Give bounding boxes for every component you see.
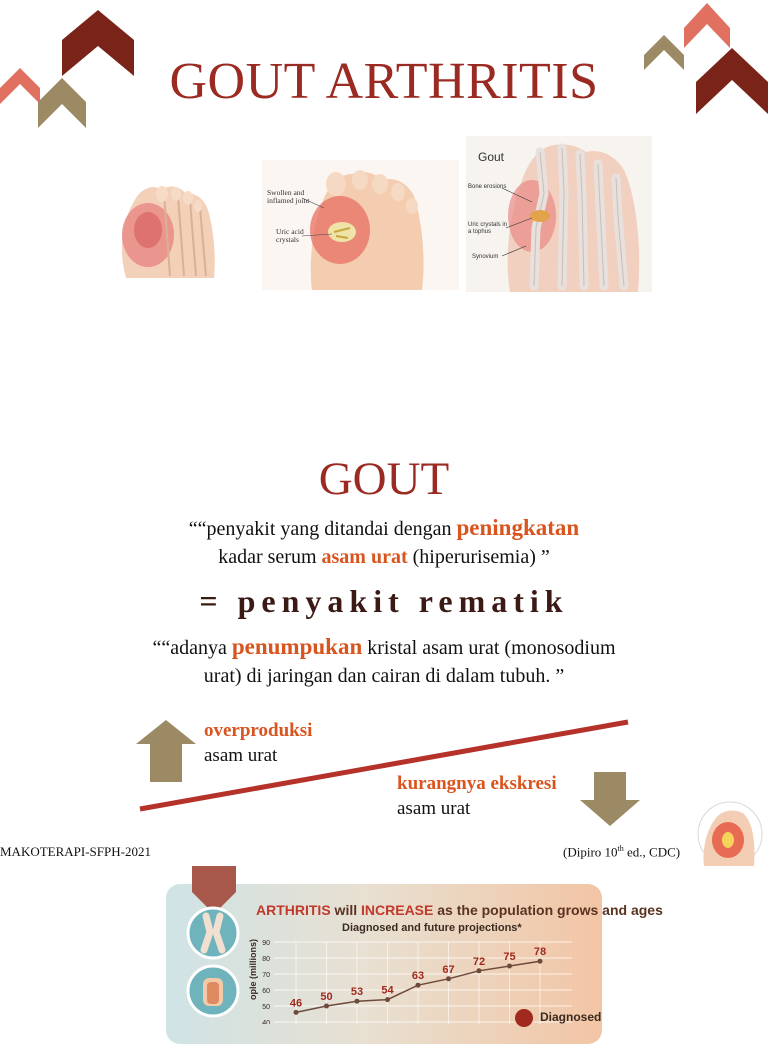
ekskresi-label: kurangnya ekskresi (397, 773, 557, 794)
quote2-open: ““adanya (152, 637, 232, 659)
overproduksi-label: overproduksi (204, 720, 313, 741)
y-tick-label: 60 (262, 988, 270, 995)
legend-diagnosed-marker (514, 1008, 534, 1028)
data-point (446, 976, 451, 981)
data-label: 72 (472, 955, 486, 968)
data-label: 54 (381, 984, 394, 997)
chevron-salmon-right (684, 3, 730, 48)
footer-citation (563, 844, 680, 860)
data-point (538, 959, 543, 964)
up-arrow-icon (136, 720, 196, 782)
label-swollen-joint: Swollen and inflamed joint (267, 188, 310, 205)
penyakit-rematik-heading: = penyakit rematik (199, 583, 569, 619)
infographic-title (256, 902, 663, 918)
foot-image-3 (466, 136, 652, 292)
label-bone-erosions: Bone erosions (468, 184, 507, 190)
quote2-line2: urat) di jaringan dan cairan di dalam tubuh. ” (203, 665, 565, 687)
y-tick-label: 50 (262, 1004, 270, 1011)
y-tick-label: 40 (262, 1020, 270, 1024)
definition-quote-1 (0, 514, 768, 571)
y-tick-label: 90 (262, 940, 270, 947)
gout-diagram-title: Gout (478, 150, 505, 164)
ekskresi-sublabel: asam urat (397, 798, 471, 819)
data-label: 75 (503, 951, 516, 963)
y-tick-label: 70 (262, 972, 270, 979)
data-point (324, 1004, 329, 1009)
legend-diagnosed-label: Diagnosed (540, 1010, 602, 1024)
data-label: 53 (350, 986, 364, 999)
data-point (294, 1010, 299, 1015)
joint-icon-knee (186, 906, 240, 960)
title-arthritis: ARTHRITIS (256, 902, 331, 918)
quote2-highlight-penumpukan: penumpukan (231, 634, 363, 659)
footer-course-code: MAKOTERAPI-SFPH-2021 (0, 844, 151, 859)
slide2-title: GOUT (318, 453, 450, 505)
data-label: 46 (289, 997, 303, 1010)
quote1-line2-post: (hiperurisemia) ” (407, 546, 550, 568)
infographic-subtitle: Diagnosed and future projections* (342, 922, 522, 934)
label-uric-acid: Uric acid crystals (276, 227, 304, 244)
foot-image-small (682, 800, 768, 866)
citation-pre: (Dipiro 10 (563, 844, 618, 860)
data-point (477, 968, 482, 973)
chart-y-axis-label: ople (millions) (248, 938, 258, 1000)
title-increase: INCREASE (361, 902, 434, 918)
definition-quote-2 (0, 633, 768, 690)
title-will: will (330, 902, 362, 918)
quote2-line1-post: kristal asam urat (monosodium (362, 637, 616, 659)
title-rest: as the population grows and ages (433, 902, 663, 918)
data-point (416, 983, 421, 988)
citation-post: ed., CDC) (623, 844, 681, 860)
label-uric-crystals: Uric crystals in a tophus (468, 222, 508, 235)
label-synovium: Synovium (472, 254, 499, 260)
data-label: 78 (533, 946, 547, 959)
overproduksi-sublabel: asam urat (204, 745, 278, 766)
quote1-open: ““penyakit yang ditandai dengan (188, 518, 457, 540)
foot-image-2 (262, 160, 459, 290)
data-point (507, 964, 512, 969)
data-point (385, 997, 390, 1002)
data-label: 63 (411, 970, 425, 983)
y-tick-label: 80 (262, 956, 270, 963)
joint-icon-hip (186, 964, 240, 1018)
foot-image-1 (118, 180, 220, 282)
data-point (355, 999, 360, 1004)
data-label: 50 (320, 991, 333, 1003)
down-arrow-icon (580, 772, 640, 826)
quote1-line2-pre: kadar serum (218, 546, 322, 568)
quote1-highlight-asam-urat: asam urat (321, 546, 408, 568)
quote1-highlight-peningkatan: peningkatan (456, 515, 580, 540)
data-label: 67 (442, 963, 455, 976)
citation-sup: th (617, 844, 624, 853)
slide1-title: GOUT ARTHRITIS (169, 53, 599, 110)
